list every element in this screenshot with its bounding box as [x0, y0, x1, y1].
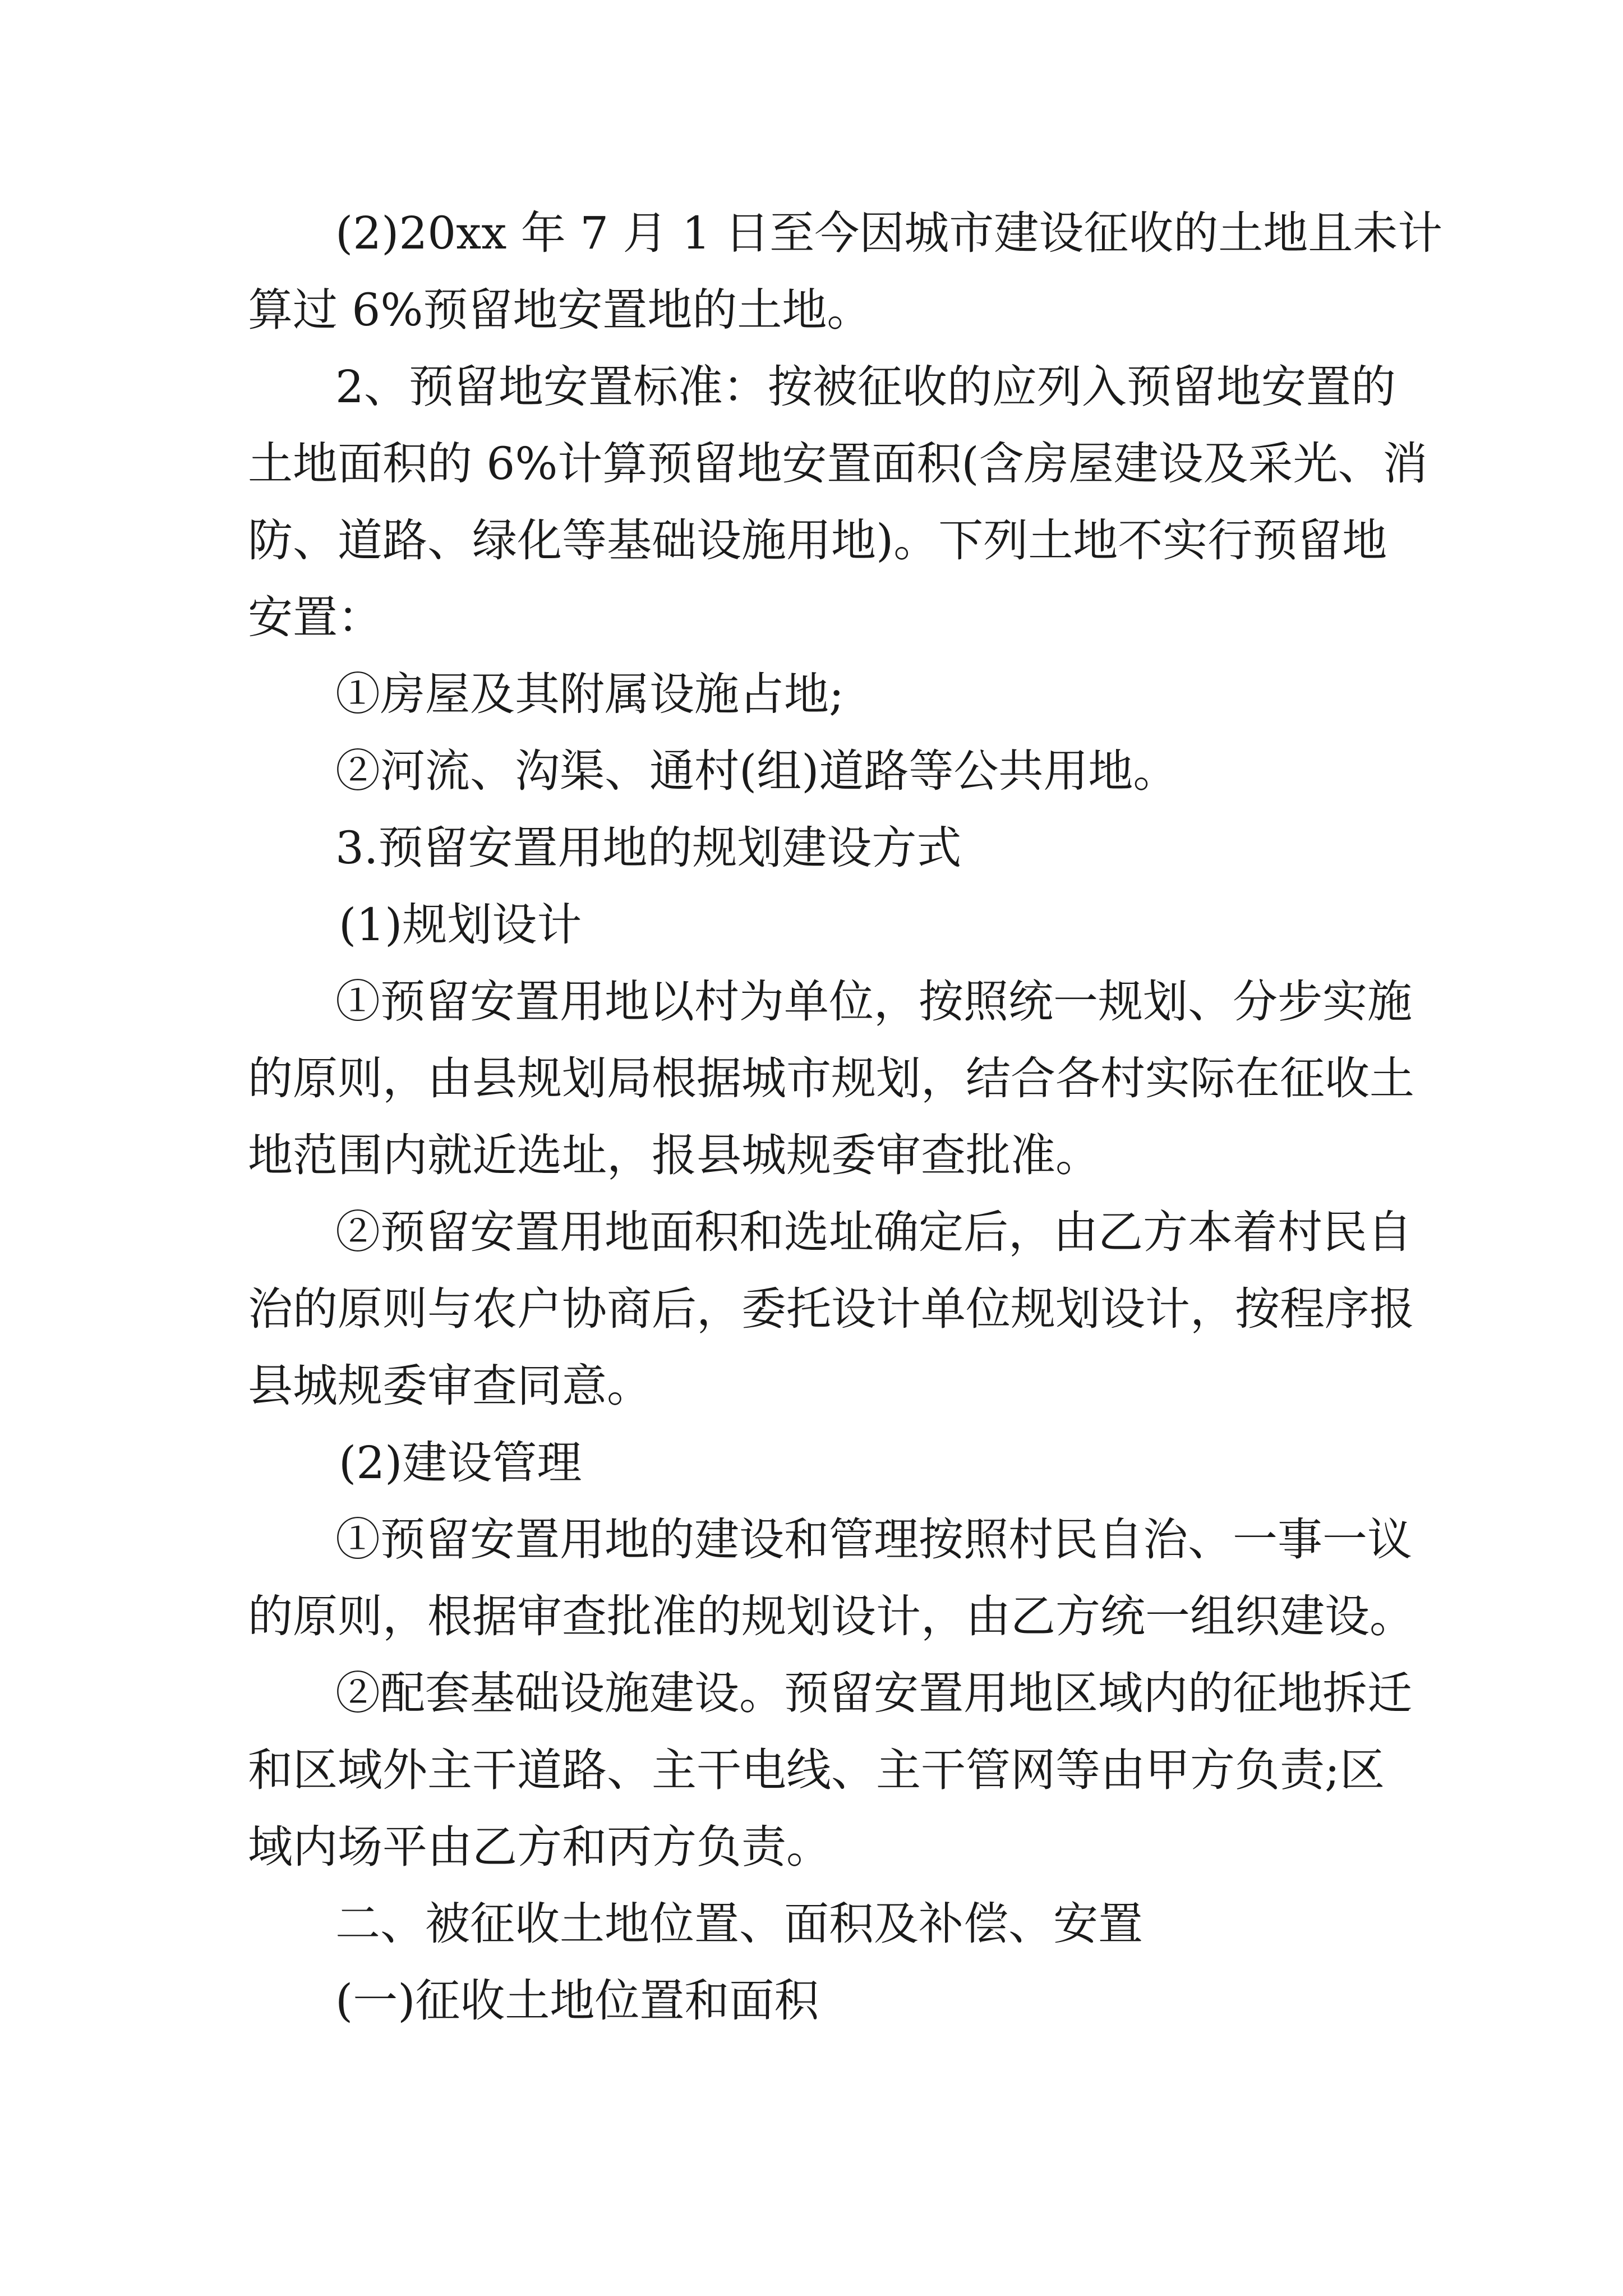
paragraph-line: 安置： — [248, 591, 382, 643]
paragraph-line: 的原则，由县规划局根据城市规划，结合各村实际在征收土 — [248, 1052, 1414, 1105]
paragraph-line: ①预留安置用地的建设和管理按照村民自治、一事一议 — [335, 1513, 1412, 1566]
paragraph-line: ②河流、沟渠、通村(组)道路等公共用地。 — [335, 745, 1178, 797]
paragraph-line: ①房屋及其附属设施占地; — [335, 668, 844, 720]
paragraph-line: (2)20xx 年 7 月 1 日至今因城市建设征收的土地且未计 — [335, 207, 1443, 259]
paragraph-line: 县城规委审查同意。 — [248, 1360, 652, 1412]
subsection-heading: (2)建设管理 — [339, 1437, 582, 1489]
paragraph-line: 域内场平由乙方和丙方负责。 — [248, 1821, 831, 1873]
paragraph-line: 和区域外主干道路、主干电线、主干管网等由甲方负责;区 — [248, 1744, 1385, 1796]
paragraph-line: ①预留安置用地以村为单位，按照统一规划、分步实施 — [335, 976, 1412, 1028]
section-heading: 二、被征收土地位置、面积及补偿、安置 — [335, 1898, 1143, 1950]
paragraph-line: 算过 6%预留地安置地的土地。 — [248, 284, 872, 336]
subsection-heading: (1)规划设计 — [339, 899, 582, 951]
paragraph-line: ②预留安置用地面积和选址确定后，由乙方本着村民自 — [335, 1206, 1412, 1258]
paragraph-line: 地范围内就近选址，报县城规委审查批准。 — [248, 1129, 1100, 1181]
paragraph-line: 2、预留地安置标准：按被征收的应列入预留地安置的 — [335, 361, 1396, 413]
paragraph-line: 治的原则与农户协商后，委托设计单位规划设计，按程序报 — [248, 1283, 1414, 1335]
paragraph-line: 的原则，根据审查批准的规划设计，由乙方统一组织建设。 — [248, 1590, 1414, 1642]
section-heading: 3.预留安置用地的规划建设方式 — [335, 822, 962, 874]
subsection-heading: (一)征收土地位置和面积 — [335, 1975, 819, 2027]
paragraph-line: ②配套基础设施建设。预留安置用地区域内的征地拆迁 — [335, 1667, 1412, 1719]
paragraph-line: 防、道路、绿化等基础设施用地)。下列土地不实行预留地 — [248, 514, 1387, 567]
paragraph-line: 土地面积的 6%计算预留地安置面积(含房屋建设及采光、消 — [248, 438, 1428, 490]
